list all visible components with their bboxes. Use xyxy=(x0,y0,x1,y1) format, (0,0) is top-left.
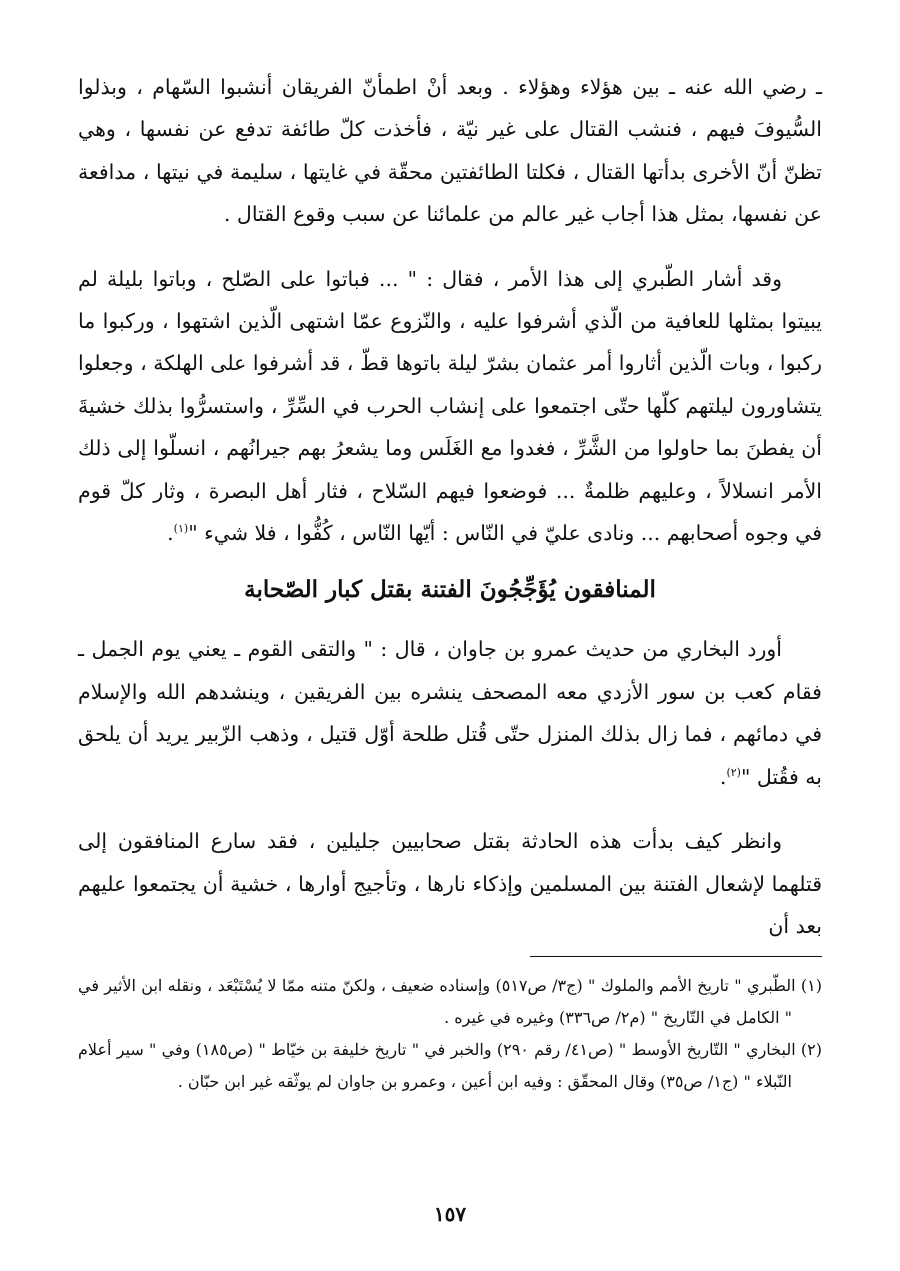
paragraph-2-end: . xyxy=(167,521,174,546)
footnote-ref-2[interactable]: (٢) xyxy=(726,765,741,779)
footnote-separator xyxy=(530,956,822,957)
paragraph-3-text: أورد البخاري من حديث عمرو بن جاوان ، قال : " والتقى القوم ـ يعني يوم الجمل ـ فقام كعب بن سور الأزدي معه المصحف ينشره بين الفريقين ، وينشدهم الله والإسلام في دمائهم ، فما زال بذلك المنزل حتّى قُتل طلحة أوّل قتيل ، وذهب الزّبير يريد أن يلحق به فقُتل " xyxy=(78,637,822,789)
paragraph-1: ـ رضي الله عنه ـ بين هؤلاء وهؤلاء . وبعد أنْ اطمأنّ الفريقان أنشبوا السّهام ، وبذلوا السُّيوفَ فيهم ، فنشب القتال على غير نيّة ، فأخذت كلّ طائفة تدفع عن نفسها ، وهي تظنّ أنّ الأخرى بدأتها القتال ، فكلتا الطائفتين محقّة في غايتها ، سليمة في نيتها ، مدافعة عن نفسها، بمثل هذا أجاب غير عالم من علمائنا عن سبب وقوع القتال . xyxy=(78,75,822,227)
footnotes xyxy=(78,970,822,1098)
page-number: ١٥٧ xyxy=(433,1202,467,1226)
footnote-ref-1[interactable]: (١) xyxy=(173,522,189,536)
footnote-2: (٢) البخاري " التّاريخ الأوسط " (ص٤١/ رقم ٢٩٠) والخبر في " تاريخ خليفة بن خيّاط " (ص١٨٥) وفي " سير أعلام النّبلاء " (ج١/ ص٣٥) وقال المحقّق : وفيه ابن أعين ، وعمرو بن جاوان لم يوثّقه غير ابن حبّان . xyxy=(78,1040,822,1091)
paragraph-4: وانظر كيف بدأت هذه الحادثة بقتل صحابيين جليلين ، فقد سارع المنافقون إلى قتلهما لإشعال الفتنة بين المسلمين وإذكاء نارها ، وتأجيج أوارها ، خشية أن يجتمعوا عليهم بعد أن xyxy=(78,829,822,938)
footnote-1: (١) الطّبري " تاريخ الأمم والملوك " (ج٣/ ص٥١٧) وإسناده ضعيف ، ولكنّ متنه ممّا لا يُسْتَبْعَد ، ونقله ابن الأثير في " الكامل في التّاريخ " (م٢/ ص٣٣٦) وغيره في غيره . xyxy=(78,976,822,1027)
paragraph-2-text: وقد أشار الطّبري إلى هذا الأمر ، فقال : " ... فباتوا على الصّلح ، وباتوا بليلة لم يبيتوا بمثلها للعافية من الّذي أشرفوا عليه ، والنّزوع عمّا اشتهى الّذين اشتهوا ، وركبوا ما ركبوا ، وبات الّذين أثاروا أمر عثمان بشرّ ليلة باتوها قطّ ، قد أشرفوا على الهلكة ، وجعلوا يتشاورون ليلتهم كلّها حتّى اجتمعوا على إنشاب الحرب في السِّرِّ ، واستسرُّوا بذلك خشيةَ أن يفطنَ بما حاولوا من الشَّرِّ ، فغدوا مع الغَلَس وما يشعرُ بهم جيرانُهم ، انسلّوا إلى ذلك الأمر انسلالاً ، وعليهم ظلمةٌ ... فوضعوا فيهم السّلاح ، فثار أهل البصرة ، وثار كلّ قوم في وجوه أصحابهم ... ونادى عليّ في النّاس : أيّها النّاس ، كُفُّوا ، فلا شيء " xyxy=(78,266,822,546)
paragraph-2 xyxy=(78,258,822,555)
paragraph-3-end: . xyxy=(719,764,727,789)
section-heading: المنافقون يُؤَجِّجُونَ الفتنة بقتل كبار الصّحابة xyxy=(244,576,656,604)
paragraph-3 xyxy=(78,628,822,798)
